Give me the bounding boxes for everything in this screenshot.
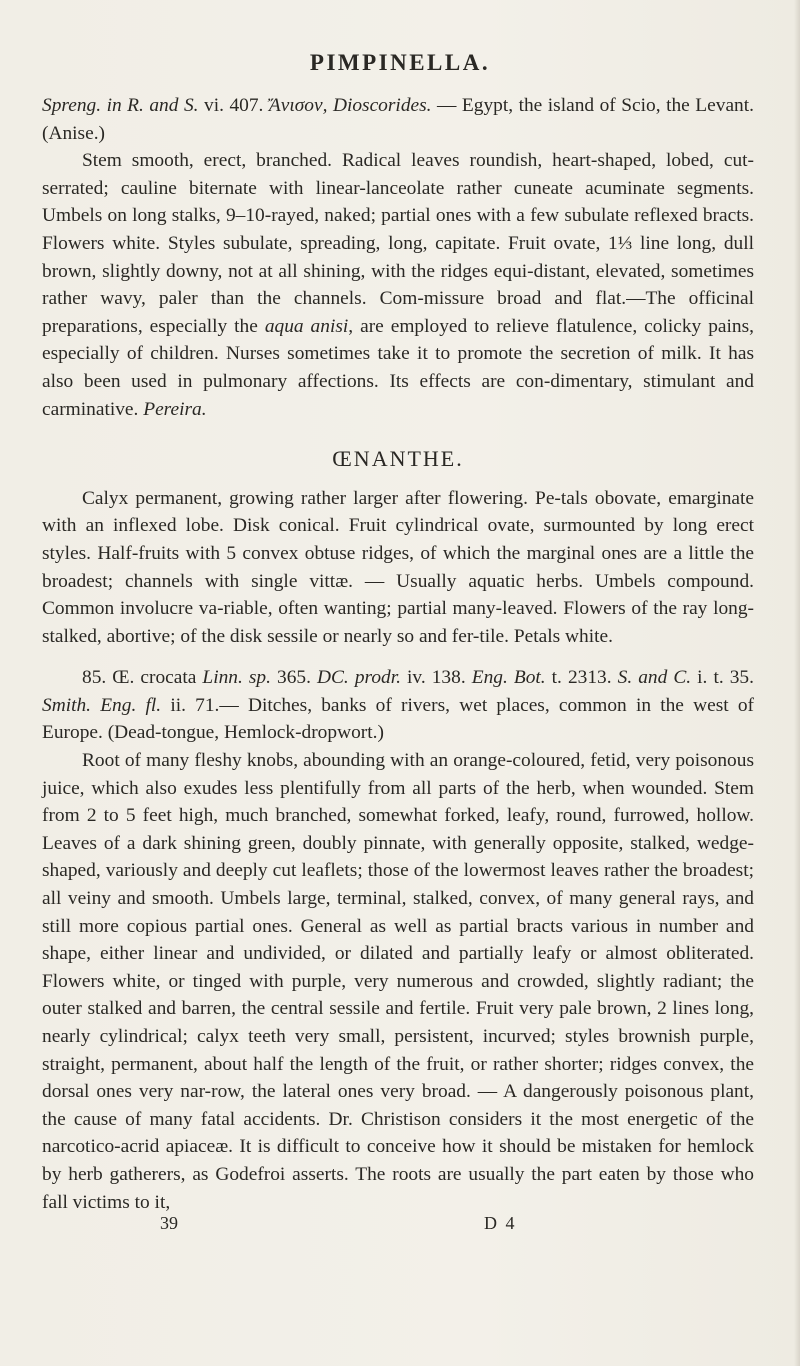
- species-authority-dc: DC. prodr.: [317, 667, 401, 689]
- species-ref-3: t. 2313.: [545, 667, 618, 689]
- footer-signature-mark: D 4: [484, 1213, 517, 1234]
- anise-habitat: — Egypt, the island of Scio, the Levant. (Anise.): [42, 95, 754, 144]
- species-authority-linn: Linn. sp.: [202, 667, 271, 689]
- anise-greek-name: Ἄνισον, Dioscorides.: [268, 95, 432, 116]
- species-description-paragraph: Root of many fleshy knobs, abounding with an orange-coloured, fetid, very poisonous juice, which also exudes less plentifully from all parts of the herb, when wounded. Stem from 2 to 5 feet high, much branched, somewhat forked, leafy, round, furrowed, hollow. Leaves of a dark shining green, doubly pinnate, with generally opposite, stalked, wedge-shaped, variously and deeply cut leaflets; those of the lowermost leaves rather the broadest; all veiny and smooth. Umbels large, terminal, stalked, convex, of many general rays, and still more copious partial ones. General as well as partial bracts various in number and shape, either linear and undivided, or dilated and partially leafy or almost obliterated. Flowers white, or tinged with purple, very numerous and crowded, slightly radiant; the outer stalked and barren, the central sessile and fertile. Fruit very pale brown, 2 lines long, nearly cylindrical; calyx teeth very small, persistent, incurved; styles brownish purple, straight, permanent, about half the length of the fruit, or rather shorter; ridges convex, the dorsal ones very nar-row, the lateral ones very broad. — A dangerously poisonous plant, the cause of many fatal accidents. Dr. Christison considers it the most energetic of the narcotico-acrid apiaceæ. It is difficult to conceive how it should be mistaken for hemlock by herb gatherers, as Godefroi asserts. The roots are usually the part eaten by those who fall victims to it,: [42, 750, 754, 1213]
- species-ref-5: ii. 71.— Ditches, banks of rivers, wet places, common in the west of Europe. (Dead-tongue, Hemlock-dropwort.): [42, 694, 755, 744]
- footer-page-number: 39: [160, 1213, 178, 1234]
- anise-authority: Spreng. in R. and S.: [42, 95, 199, 116]
- species-citation-paragraph: [42, 664, 754, 747]
- page-edge-shadow: [794, 0, 800, 1366]
- anise-description-paragraph: [42, 147, 754, 423]
- species-authority-s-and-c: S. and C.: [617, 667, 692, 689]
- section-heading-oenanthe: ŒNANTHE.: [332, 446, 464, 472]
- anise-citation-paragraph: [42, 92, 754, 147]
- anise-aqua-anisi: aqua anisi: [264, 315, 349, 337]
- species-ref-1: 365.: [270, 667, 317, 689]
- anise-source-pereira: Pereira.: [143, 398, 207, 420]
- anise-description-text: Stem smooth, erect, branched. Radical leaves roundish, heart-shaped, lobed, cut-serrated; cauline biternate with linear-lanceolate rather cuneate acuminate segments. Umbels on long stalks, 9–10-rayed, naked; partial ones with a few subulate reflexed bracts. Flowers white. Styles subulate, spreading, long, capitate. Fruit ovate, 1⅓ line long, dull brown, slightly downy, not at all shining, with the ridges equi-distant, elevated, sometimes rather wavy, paler than the channels. Com-missure broad and flat.—The officinal preparations, especially the: [42, 150, 754, 337]
- species-number-name: 85. Œ. crocata: [82, 667, 203, 689]
- anise-description-text-2: , are employed to relieve flatulence, colicky pains, especially of children. Nurses sometimes take it to promote the secretion of milk. It has also been used in pulmonary affections. Its effects are con-dimentary, stimulant and carminative.: [42, 315, 754, 420]
- genus-description-paragraph: Calyx permanent, growing rather larger after flowering. Pe-tals obovate, emarginate with an inflexed lobe. Disk conical. Fruit cylindrical ovate, surmounted by long erect styles. Half-fruits with 5 convex obtuse ridges, of which the marginal ones are a little the broadest; channels with single vittæ. — Usually aquatic herbs. Umbels compound. Common involucre va-riable, often wanting; partial many-leaved. Flowers of the ray long-stalked, abortive; of the disk sessile or nearly so and fer-tile. Petals white.: [42, 487, 754, 647]
- species-authority-smith: Smith. Eng. fl.: [42, 694, 162, 716]
- species-ref-4: i. t. 35.: [691, 667, 754, 689]
- species-ref-2: iv. 138.: [400, 667, 472, 689]
- page-footer: [42, 1213, 754, 1240]
- paragraph-spacer: [42, 650, 754, 664]
- page-body: [42, 92, 754, 1240]
- anise-reference: vi. 407.: [198, 95, 269, 116]
- running-head: PIMPINELLA.: [309, 50, 491, 75]
- species-authority-eng-bot: Eng. Bot.: [471, 667, 546, 689]
